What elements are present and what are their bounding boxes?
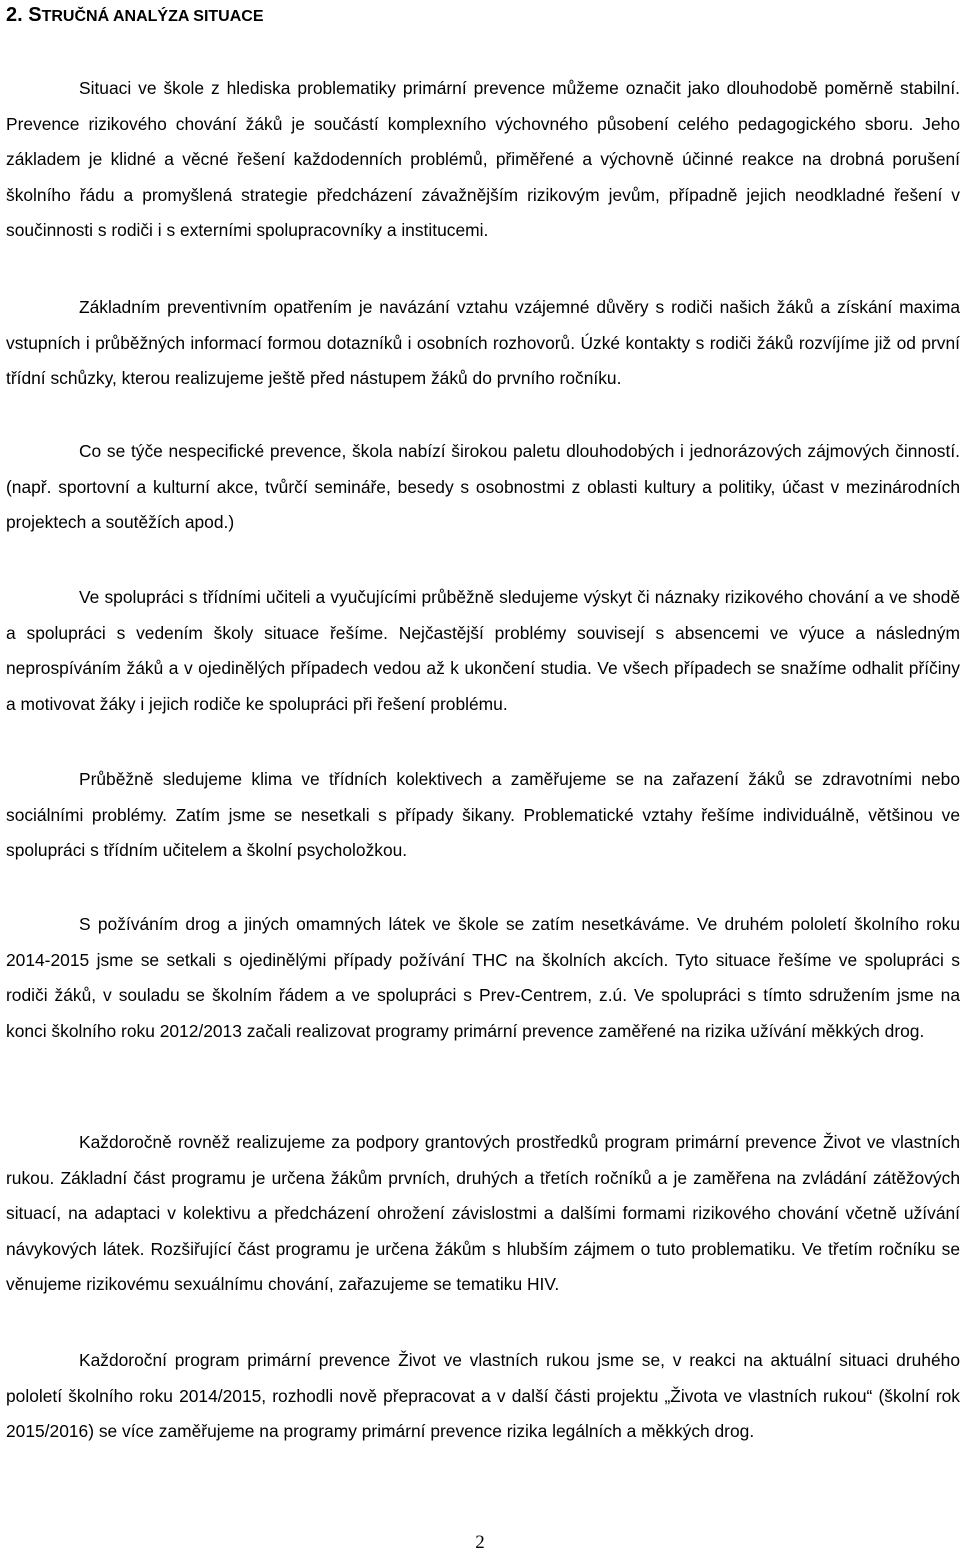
section-title-rest: TRUČNÁ ANALÝZA SITUACE bbox=[41, 8, 264, 25]
paragraph-annual-program: Každoročně rovněž realizujeme za podpory grantových prostředků program primární prevence Život ve vlastních rukou. Základní část programu je určena žákům prvních, druhých a třetích ročníků a je zaměřena na zvládání zátěžových situací, na adaptaci v kolektivu a předcházení ohrožení závislostmi a dalšími formami rizikového chování včetně užívání návykových látek. Rozšiřující část programu je určena žákům s hlubším zájmem o tuto problematiku. Ve třetím ročníku se věnujeme rizikovému sexuálnímu chování, zařazujeme se tematiku HIV. bbox=[6, 1132, 960, 1295]
section-title-initial: S bbox=[28, 4, 42, 26]
page-number: 2 bbox=[475, 1532, 485, 1553]
paragraph-preventive-measures: Základním preventivním opatřením je navázání vztahu vzájemné důvěry s rodiči našich žáků a získání maxima vstupních i průběžných informací formou dotazníků i osobních rozhovorů. Úzké kontakty s rodiči žáků rozvíjíme již od první třídní schůzky, kterou realizujeme ještě před nástupem žáků do prvního ročníku. bbox=[6, 297, 960, 389]
paragraph-drugs: S požíváním drog a jiných omamných látek ve škole se zatím nesetkáváme. Ve druhém pololetí školního roku 2014-2015 jsme se setkali s ojedinělými případy požívání THC na školních akcích. Tyto situace řešíme ve spolupráci s rodiči žáků, v souladu se školním řádem a ve spolupráci s Prev-Centrem, z.ú. Ve spolupráci s tímto sdružením jsme na konci školního roku 2012/2013 začali realizovat programy primární prevence zaměřené na rizika užívání měkkých drog. bbox=[6, 914, 960, 1041]
paragraph-teacher-cooperation: Ve spolupráci s třídními učiteli a vyučujícími průběžně sledujeme výskyt či náznaky rizikového chování a ve shodě a spolupráci s vedením školy situace řešíme. Nejčastější problémy souvisejí s absencemi ve výuce a následným neprospíváním žáků a v ojedinělých případech vedou až k ukončení studia. Ve všech případech se snažíme odhalit příčiny a motivovat žáky i jejich rodiče ke spolupráci při řešení problému. bbox=[6, 587, 960, 714]
paragraph-class-climate: Průběžně sledujeme klima ve třídních kolektivech a zaměřujeme se na zařazení žáků se zdravotními nebo sociálními problémy. Zatím jsme se nesetkali s případy šikany. Problematické vztahy řešíme individuálně, většinou ve spolupráci s třídním učitelem a školní psycholožkou. bbox=[6, 769, 960, 861]
paragraph-program-revision: Každoroční program primární prevence Život ve vlastních rukou jsme se, v reakci na aktuální situaci druhého pololetí školního roku 2014/2015, rozhodli nově přepracovat a v další části projektu „Života ve vlastních rukou“ (školní rok 2015/2016) se více zaměřujeme na programy primární prevence rizika legálních a měkkých drog. bbox=[6, 1350, 960, 1442]
paragraph-situation: Situaci ve škole z hlediska problematiky primární prevence můžeme označit jako dlouhodobě poměrně stabilní. Prevence rizikového chování žáků je součástí komplexního výchovného působení celého pedagogického sboru. Jeho základem je klidné a věcné řešení každodenních problémů, přiměřené a výchovně účinné reakce na drobná porušení školního řádu a promyšlená strategie předcházení závažnějším rizikovým jevům, případně jejich neodkladné řešení v součinnosti s rodiči i s externími spolupracovníky a institucemi. bbox=[6, 78, 960, 241]
section-heading bbox=[6, 3, 264, 29]
paragraph-nonspecific-prevention: Co se týče nespecifické prevence, škola nabízí širokou paletu dlouhodobých i jednorázových zájmových činností. (např. sportovní a kulturní akce, tvůrčí semináře, besedy s osobnostmi z oblasti kultury a politiky, účast v mezinárodních projektech a soutěžích apod.) bbox=[6, 441, 960, 533]
section-number: 2. bbox=[6, 4, 23, 26]
